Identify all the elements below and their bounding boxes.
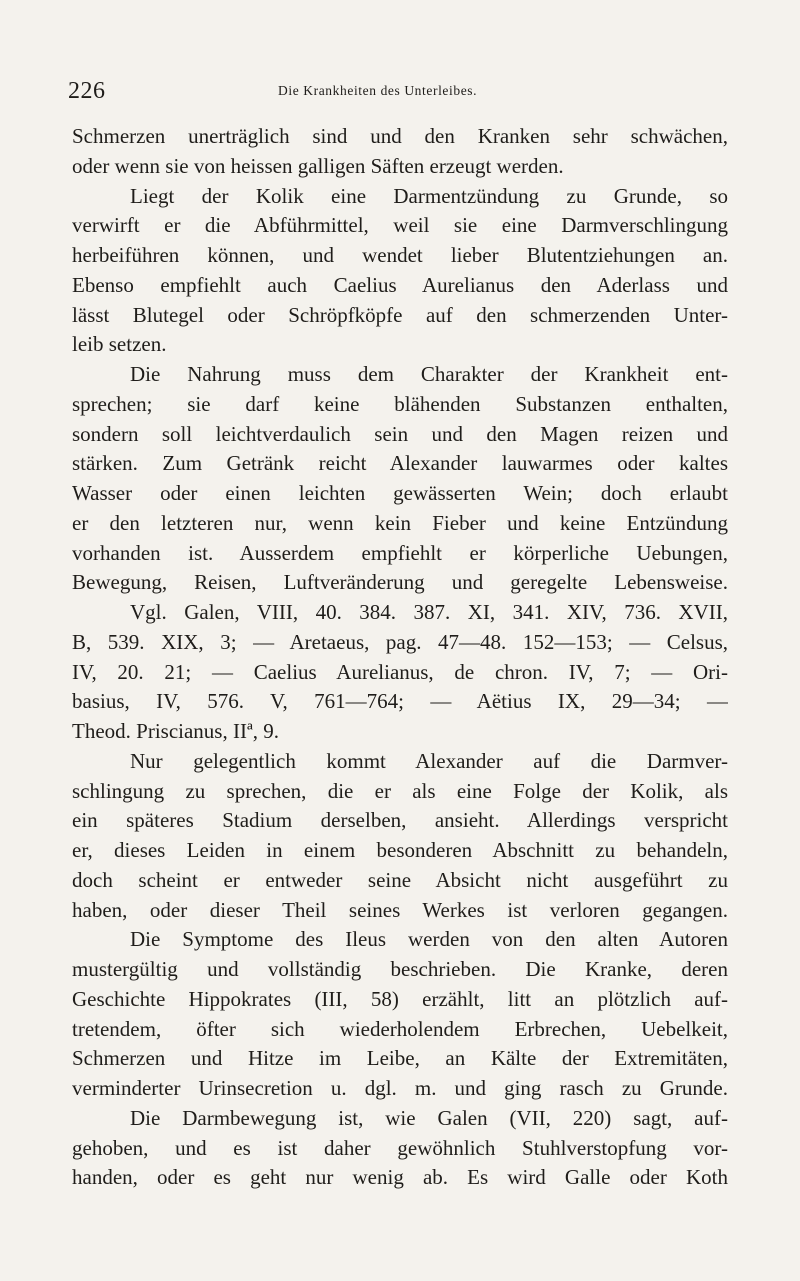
text-line: Bewegung, Reisen, Luftveränderung und geregelte Lebensweise. [72,570,728,595]
text-line: Liegt der Kolik eine Darmentzündung zu Grunde, so [130,183,728,208]
text-line: ein späteres Stadium derselben, ansieht. Allerdings verspricht [72,808,728,833]
text-line: Schmerzen unerträglich sind und den Kranken sehr schwächen, [72,124,728,148]
text-line: sprechen; sie darf keine blähenden Substanzen enthalten, [72,391,728,416]
text-line: Vgl. Galen, VIII, 40. 384. 387. XI, 341. XIV, 736. XVII, [130,600,728,624]
text-line: Wasser oder einen leichten gewässerten Wein; doch erlaubt [72,481,728,505]
text-line: Die Symptome des Ileus werden von den alten Autoren [130,927,728,952]
text-line: Die Nahrung muss dem Charakter der Krankheit ent- [130,362,728,386]
text-line: Ebenso empfiehlt auch Caelius Aurelianus den Aderlass und [72,272,728,297]
text-line: er, dieses Leiden in einem besonderen Abschnitt zu behandeln, [72,838,728,862]
text-line: gehoben, und es ist daher gewöhnlich Stuhlverstopfung vor- [72,1135,728,1160]
text-line: haben, oder dieser Theil seines Werkes ist verloren gegangen. [72,897,728,922]
text-line: mustergültig und vollständig beschrieben. Die Kranke, deren [72,957,728,981]
text-line: handen, oder es geht nur wenig ab. Es wird Galle oder Koth [72,1165,728,1190]
text-line: Geschichte Hippokrates (III, 58) erzählt, litt an plötzlich auf- [72,986,728,1011]
text-line: Schmerzen und Hitze im Leibe, an Kälte der Extremitäten, [72,1046,728,1071]
text-line: basius, IV, 576. V, 761—764; — Aëtius IX, 29—34; — [72,689,728,714]
page-header [68,78,728,108]
text-line: stärken. Zum Getränk reicht Alexander lauwarmes oder kaltes [72,451,728,476]
running-title: Die Krankheiten des Unterleibes. [278,83,478,98]
text-line: lässt Blutegel oder Schröpfköpfe auf den schmerzenden Unter- [72,302,728,327]
text-line: sondern soll leichtverdaulich sein und den Magen reizen und [72,421,728,446]
text-line: herbeiführen können, und wendet lieber Blutentziehungen an. [72,243,728,267]
body-text [72,122,728,1193]
text-line: vorhanden ist. Ausserdem empfiehlt er körperliche Uebungen, [72,540,728,565]
text-line: B, 539. XIX, 3; — Aretaeus, pag. 47—48. 152—153; — Celsus, [72,629,728,654]
text-line: doch scheint er entweder seine Absicht nicht ausgeführt zu [72,867,728,892]
text-line: schlingung zu sprechen, die er als eine Folge der Kolik, als [72,778,728,803]
text-line: IV, 20. 21; — Caelius Aurelianus, de chron. IV, 7; — Ori- [72,659,728,684]
text-line: tretendem, öfter sich wiederholendem Erbrechen, Uebelkeit, [72,1016,728,1041]
text-line: Die Darmbewegung ist, wie Galen (VII, 220) sagt, auf- [130,1105,728,1130]
text-line: Nur gelegentlich kommt Alexander auf die Darmver- [130,748,728,773]
text-line: oder wenn sie von heissen galligen Säften erzeugt werden. [72,153,564,178]
text-line: verminderter Urinsecretion u. dgl. m. und ging rasch zu Grunde. [72,1076,728,1100]
text-line: leib setzen. [72,332,167,357]
text-line: verwirft er die Abführmittel, weil sie eine Darmverschlingung [72,213,728,238]
page-number: 226 [68,78,106,104]
text-line: er den letzteren nur, wenn kein Fieber und keine Entzündung [72,510,728,535]
text-line: Theod. Priscianus, IIª, 9. [72,719,280,743]
